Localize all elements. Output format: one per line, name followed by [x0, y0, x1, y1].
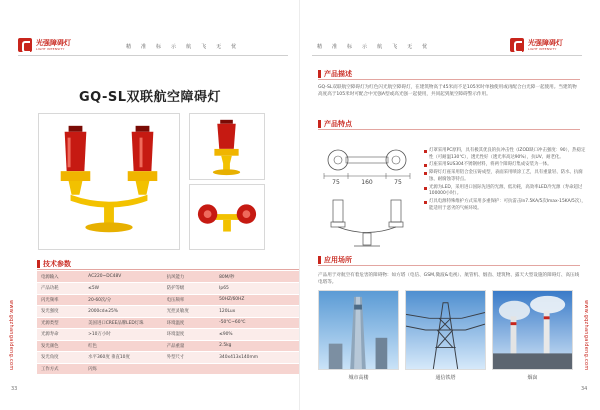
applications-heading-rule	[318, 265, 580, 266]
application-caption: 烟囱	[527, 375, 538, 381]
header-slogan: 精 准 标 示 航 飞 无 忧	[126, 44, 237, 50]
table-row: 工作方式 闪烁	[37, 363, 299, 375]
double-light-top-icon	[189, 184, 265, 250]
brand-name: 光强障碍灯	[528, 39, 563, 47]
header-divider	[312, 55, 582, 56]
side-url: www.gqzhangaideng.com	[583, 300, 589, 371]
brand-logo-icon	[510, 38, 524, 52]
brand-logo-icon	[18, 38, 32, 52]
description-heading: 产品描述	[318, 69, 352, 79]
table-row: 发光强度 2000cd±25% 光控灵敏度 120Lux	[37, 306, 299, 318]
tech-heading: 技术参数	[37, 259, 71, 269]
features-heading-rule	[318, 129, 580, 130]
single-light-side-icon	[189, 113, 265, 180]
applications-heading: 应用场所	[318, 255, 352, 265]
table-row: 电源输入 AC220~DC48V 抗风能力 80M/秒	[37, 271, 299, 283]
list-item: 灯罩采用PC原料，具有极其优良的抗冲击性（IZOD缺口冲击强度：90），热稳定性（可耐温130℃），透光性好（透光率高达90%），抗UV、耐老化。	[424, 148, 586, 161]
feature-list	[424, 148, 586, 213]
application-caption: 通信铁塔	[435, 375, 456, 381]
brand-name: 光强障碍灯	[36, 39, 71, 47]
dimension-right: 75	[394, 179, 402, 186]
tech-heading-rule	[37, 269, 299, 270]
double-light-front-icon	[38, 113, 180, 250]
table-row: 产品功耗 ≤5W 防护等级 Ip65	[37, 283, 299, 295]
product-title: GQ-SL双联航空障碍灯	[78, 90, 221, 105]
brand-logo	[18, 38, 71, 52]
header-slogan: 精 准 标 示 航 飞 无 忧	[317, 44, 428, 50]
brand-name-en: LIGHT INTENSITY	[36, 47, 65, 51]
table-row: 光源类型 美国进口CREE品牌LED灯珠 环境温度 -50℃~60℃	[37, 317, 299, 329]
dimension-left: 75	[332, 179, 340, 186]
list-item: 障碍灯灯座采用铝合金压铸成型，表面采用喷涂工艺，具有重量轻、防水、抗腐蚀、耐腐蚀等特点。	[424, 170, 586, 183]
description-text: GQ-SL双联航空障碍灯为红色闪光航空障碍灯，在建筑物高于45米而不足105米时单独使用或再配合白光障一起使用。当建筑物高度高于105米时可配合中光强A型或高光强一起使用，共同起到航空障碍警示作用。	[318, 85, 577, 98]
list-item: 灯具电源特殊维护方式采用多重保护：可抗雷击In7.5KA/5次Imax-15KA/5次），能适用于恶劣的气候环境。	[424, 199, 586, 212]
table-row: 光源寿命 >10万小时 环境湿度 ≤90%	[37, 329, 299, 341]
application-caption: 城市高楼	[348, 375, 369, 381]
transmission-tower-icon	[405, 290, 486, 370]
list-item: 灯座采用SUS304不锈钢材料，将两个障碍灯集成安装为一体。	[424, 162, 586, 169]
brand-logo	[510, 38, 563, 52]
brand-name-en: LIGHT INTENSITY	[528, 47, 557, 51]
spec-table	[37, 271, 299, 375]
page-number: 34	[581, 386, 588, 392]
page-number: 33	[11, 386, 18, 392]
chimney-icon	[492, 290, 573, 370]
applications-text: 产品用于对航空有着危害的障碍物：如方塔（电信、GSM,微波&电视）、航管机、烟囱、建筑物、露天大型设施的障碍灯、高压线电塔等。	[318, 273, 580, 285]
features-heading: 产品特点	[318, 119, 352, 129]
description-heading-rule	[318, 79, 580, 80]
list-item: 光源为LED，采用进口国际先进的光源，低功耗，高效率LED冷光源（寿命超过100000小时）。	[424, 185, 586, 198]
skyscraper-icon	[318, 290, 399, 370]
header-divider	[18, 55, 288, 56]
dimension-drawing	[318, 140, 416, 252]
table-row: 发光颜色 红色 产品重量 2.5kg	[37, 340, 299, 352]
table-row: 发光角度 水平360度 垂直10度 外型尺寸 340x413x140mm	[37, 352, 299, 364]
table-row: 闪光频率 20-60次/分 电压频率 50HZ/60HZ	[37, 294, 299, 306]
side-url: www.gqzhangaideng.com	[8, 300, 14, 371]
dimension-center: 160	[361, 179, 373, 186]
